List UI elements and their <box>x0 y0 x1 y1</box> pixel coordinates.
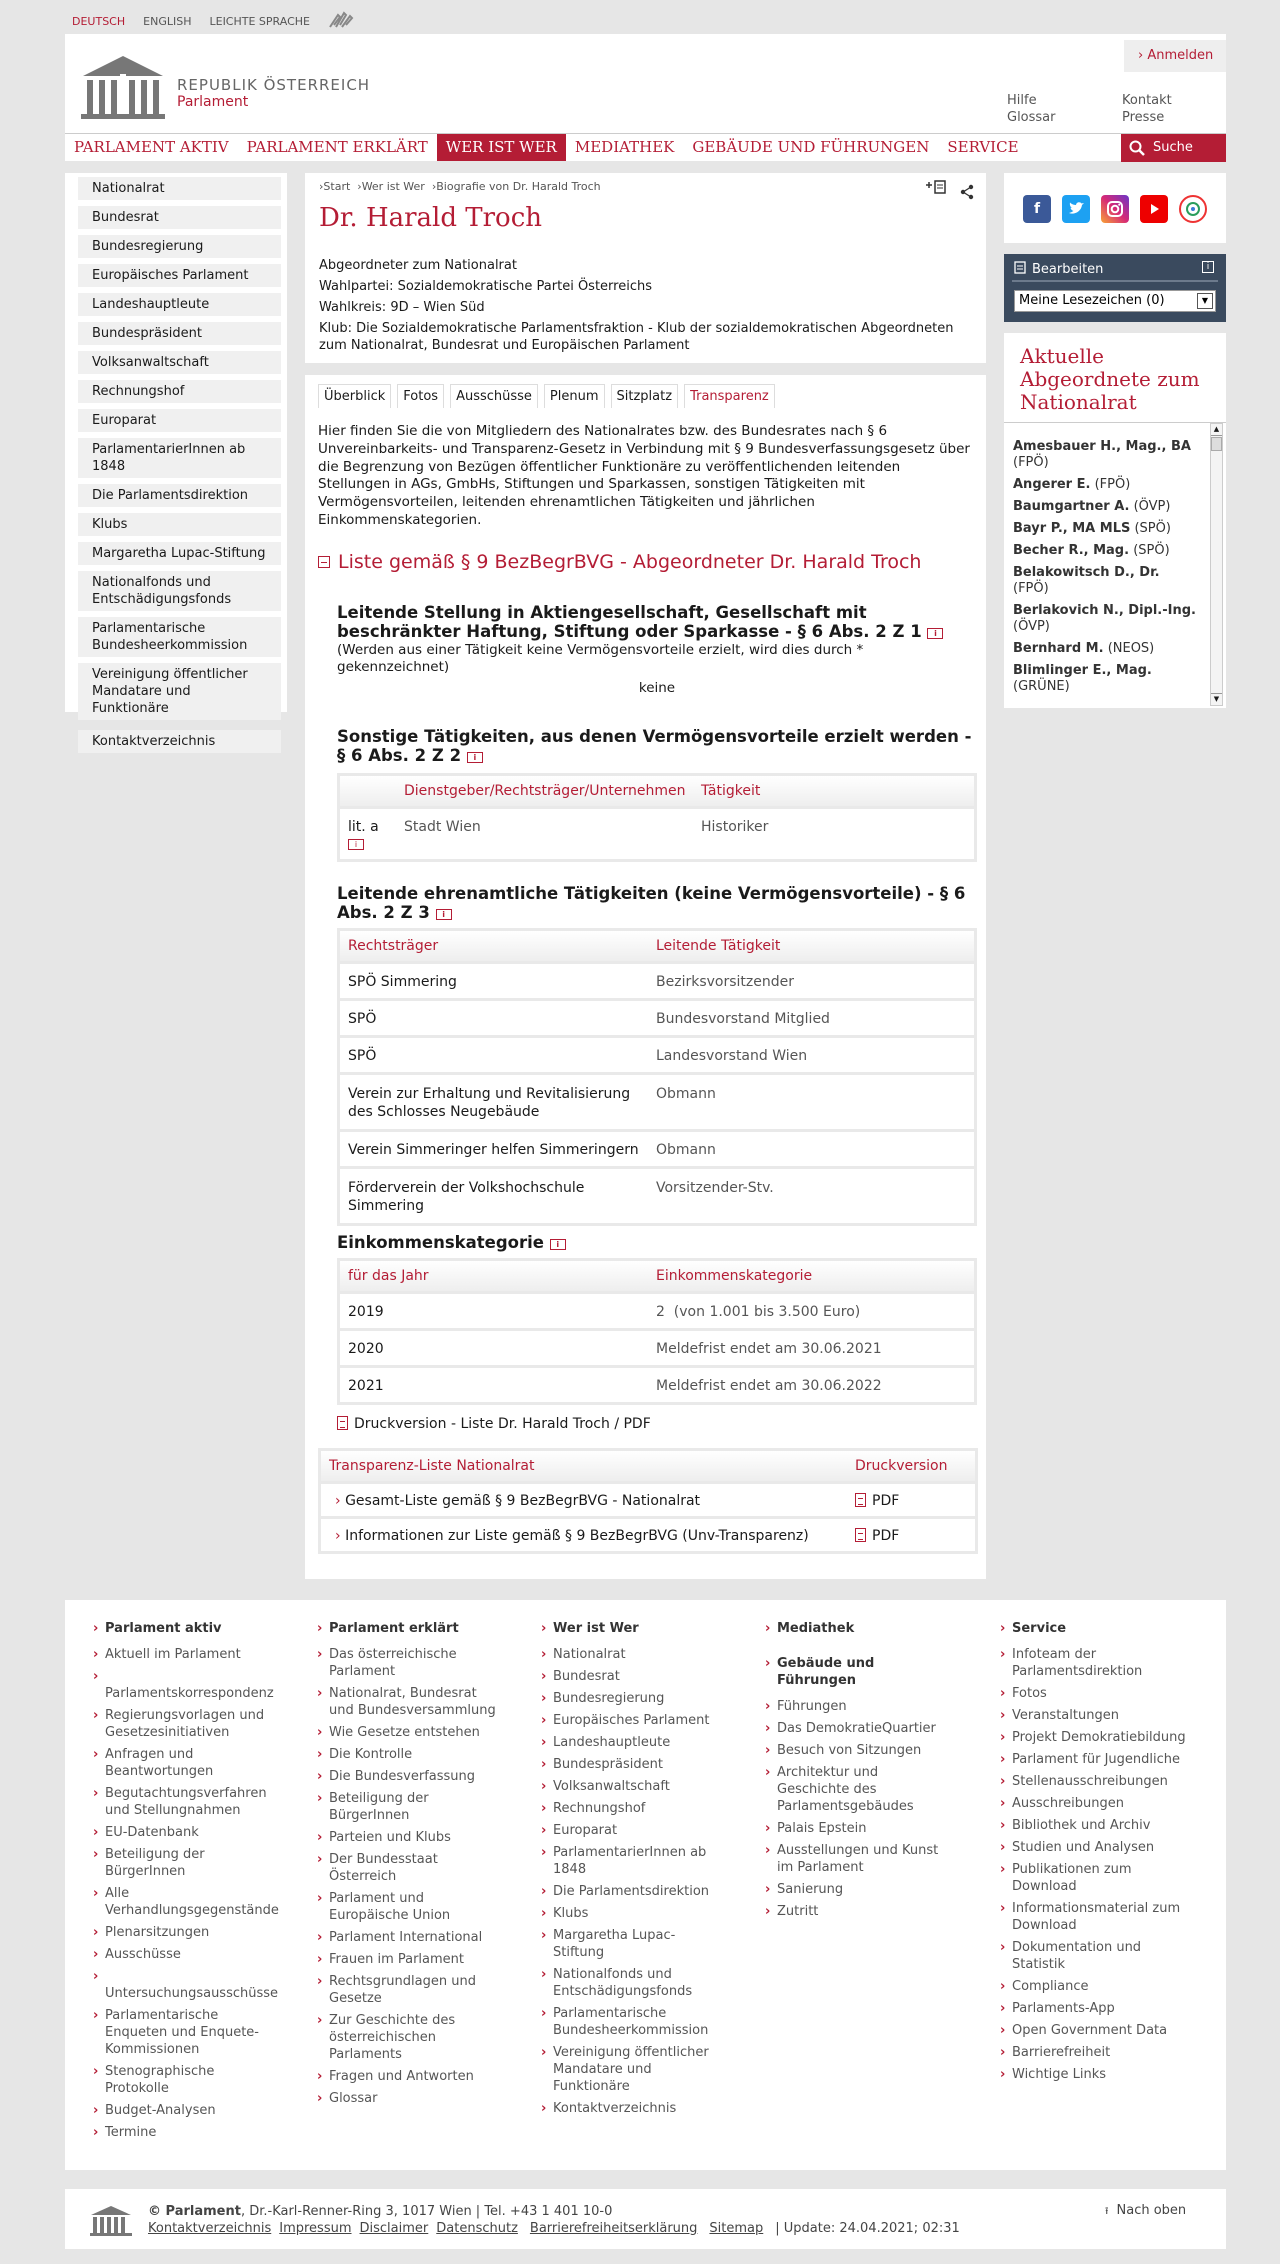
login-button[interactable]: › Anmelden <box>1124 40 1226 72</box>
member-name: Becher R., Mag. <box>1013 543 1130 558</box>
bio-details <box>319 255 969 354</box>
lang-easy[interactable]: LEICHTE SPRACHE <box>209 14 310 28</box>
tab-plenum[interactable]: Plenum <box>544 384 605 408</box>
overall-list-link[interactable]: › Gesamt-Liste gemäß § 9 BezBegrBVG - Nationalrat <box>335 1493 701 1509</box>
section2-title: Sonstige Tätigkeiten, aus denen Vermögensvorteile erzielt werden - § 6 Abs. 2 Z 2 <box>337 727 972 765</box>
podcast-icon[interactable] <box>1179 195 1207 223</box>
section1-none: keine <box>638 680 676 696</box>
sidebar-item-vereinigung[interactable]: Vereinigung öffentlicher Mandatare und Funktionäre <box>78 663 281 720</box>
footer-col-wer-ist-wer <box>541 1620 716 2122</box>
privacy-link[interactable]: Datenschutz <box>436 2221 518 2236</box>
nav-parlament-aktiv[interactable]: PARLAMENT AKTIV <box>74 138 229 156</box>
help-link[interactable]: Hilfe <box>1007 93 1037 108</box>
cell-employer: Stadt Wien <box>404 819 481 835</box>
footer-link[interactable]: › Rechtsgrundlagen und Gesetze <box>317 1973 502 2007</box>
member-party: (NEOS) <box>1107 641 1155 656</box>
sidebar-item-nationalrat[interactable]: Nationalrat <box>78 177 281 200</box>
footer-heading[interactable]: › Wer ist Wer <box>541 1620 716 1637</box>
edit-header <box>1014 260 1103 278</box>
bio-party: Wahlpartei: Sozialdemokratische Partei Österreichs <box>319 279 652 294</box>
footer-link[interactable]: › Klubs <box>541 1905 716 1922</box>
list-item[interactable] <box>1013 641 1198 657</box>
clipboard-icon <box>1014 260 1026 278</box>
footer-link[interactable]: › Parteien und Klubs <box>317 1829 502 1846</box>
youtube-icon[interactable] <box>1140 195 1168 223</box>
footer-heading[interactable]: › Parlament aktiv <box>93 1620 278 1637</box>
back-to-top-link[interactable] <box>1105 2203 1186 2221</box>
footer-heading[interactable]: › Mediathek <box>765 1620 950 1637</box>
update-date: | Update: 24.04.2021; 02:31 <box>775 2221 960 2236</box>
sign-language-icon[interactable] <box>328 11 354 32</box>
table-row <box>340 1072 974 1129</box>
share-icon[interactable] <box>959 184 975 204</box>
sidebar-item-bundesregierung[interactable]: Bundesregierung <box>78 235 281 258</box>
footer-link[interactable]: › Vereinigung öffentlicher Mandatare und Funktionäre <box>541 2044 716 2095</box>
arrow-up-icon: ⭱ <box>1105 2206 1109 2217</box>
cell-income: Meldefrist endet am 30.06.2022 <box>656 1378 882 1394</box>
breadcrumb-current: Biografie von Dr. Harald Troch <box>436 180 601 193</box>
page-title: Dr. Harald Troch <box>319 203 543 233</box>
section1-title: Leitende Stellung in Aktiengesellschaft, Gesellschaft mit beschränkter Haftung, Stiftung oder Sparkasse - § 6 Abs. 2 Z 1 <box>337 603 922 641</box>
contact-directory-link[interactable]: Kontaktverzeichnis <box>148 2221 272 2236</box>
table-row <box>340 1291 974 1328</box>
search-button[interactable] <box>1121 134 1226 162</box>
footer-link[interactable]: › Parlaments-App <box>1000 2000 1190 2017</box>
section-honorary-activities <box>337 884 977 1226</box>
footer-link[interactable]: › Führungen <box>765 1698 950 1715</box>
sidebar-item-rechnungshof[interactable]: Rechnungshof <box>78 380 281 403</box>
list-item[interactable] <box>1013 477 1198 493</box>
member-party: (FPÖ) <box>1013 455 1049 470</box>
footer-link[interactable]: › Das österreichische Parlament <box>317 1646 502 1680</box>
lang-english[interactable]: ENGLISH <box>143 14 192 28</box>
bio-club: Klub: Die Sozialdemokratische Parlamentsfraktion - Klub der sozialdemokratischen Abgeordneten zum Nationalrat, Bundesrat und Europäischen Parlament <box>319 321 954 353</box>
footer-link[interactable]: › Die Kontrolle <box>317 1746 502 1763</box>
sidebar-item-bundespraesident[interactable]: Bundespräsident <box>78 322 281 345</box>
bio-district: Wahlkreis: 9D – Wien Süd <box>319 300 485 315</box>
cell-entity: Förderverein der Volkshochschule Simmering <box>348 1180 585 1214</box>
member-name: Angerer E. <box>1013 477 1091 492</box>
cell-function: Vorsitzender-Stv. <box>656 1180 774 1196</box>
footer-link[interactable]: › Compliance <box>1000 1978 1190 1995</box>
sidebar-item-nationalfonds[interactable]: Nationalfonds und Entschädigungsfonds <box>78 571 281 611</box>
sidebar-item-kontaktverzeichnis[interactable]: Kontaktverzeichnis <box>78 730 281 753</box>
footer-link[interactable]: › Dokumentation und Statistik <box>1000 1939 1190 1973</box>
footer-link[interactable]: › Publikationen zum Download <box>1000 1861 1190 1895</box>
edit-panel <box>1004 254 1226 322</box>
info-list-link[interactable]: › Informationen zur Liste gemäß § 9 BezBegrBVG (Unv-Transparenz) <box>335 1528 809 1544</box>
table-row <box>340 1035 974 1072</box>
biography-panel <box>305 173 986 363</box>
activities-table <box>337 773 977 862</box>
footer-link[interactable]: › Termine <box>93 2124 278 2141</box>
footer-link[interactable]: › Sanierung <box>765 1881 950 1898</box>
disclaimer-link[interactable]: Disclaimer <box>359 2221 429 2236</box>
footer-col-service <box>1000 1620 1190 2088</box>
sidebar-item-europarat[interactable]: Europarat <box>78 409 281 432</box>
footer-link[interactable]: › Anfragen und Beantwortungen <box>93 1746 278 1780</box>
cell-year: 2021 <box>348 1378 384 1394</box>
edit-title: Bearbeiten <box>1032 261 1104 277</box>
social-media-bar <box>1004 173 1226 243</box>
transparency-panel <box>305 375 986 1579</box>
sitemap-link[interactable]: Sitemap <box>709 2221 764 2236</box>
chevron-down-icon: ▼ <box>1197 293 1213 309</box>
info-icon[interactable]: i <box>927 628 943 639</box>
footer-link[interactable]: › Europäisches Parlament <box>541 1712 716 1729</box>
info-icon[interactable]: i <box>550 1239 566 1250</box>
list-title: Liste gemäß § 9 BezBegrBVG - Abgeordneter Dr. Harald Troch <box>338 551 922 573</box>
scrollbar[interactable] <box>1210 423 1223 706</box>
footer-link[interactable]: › Fotos <box>1000 1685 1190 1702</box>
footer-link[interactable]: › Begutachtungsverfahren und Stellungnahmen <box>93 1785 278 1819</box>
footer-link[interactable]: › Die Parlamentsdirektion <box>541 1883 716 1900</box>
tab-fotos[interactable]: Fotos <box>397 384 444 408</box>
footer-link[interactable] <box>93 1668 278 1702</box>
table-row <box>340 998 974 1035</box>
cell-function: Bezirksvorsitzender <box>656 974 794 990</box>
breadcrumb-wer-ist-wer[interactable]: Wer ist Wer <box>361 180 425 193</box>
print-version-link[interactable] <box>337 1416 651 1432</box>
imprint-link[interactable]: Impressum <box>279 2221 352 2236</box>
footer-link[interactable]: › Palais Epstein <box>765 1820 950 1837</box>
table-row <box>340 1365 974 1402</box>
footer-link[interactable]: › Beteiligung der BürgerInnen <box>93 1846 278 1880</box>
footer-col-mediathek <box>765 1620 950 1925</box>
parliament-small-logo <box>89 2205 133 2241</box>
info-icon[interactable]: i <box>1202 261 1214 273</box>
info-icon[interactable]: i <box>467 752 483 763</box>
col-legal-entity: Rechtsträger <box>348 938 439 954</box>
footer-link[interactable]: › Informationsmaterial zum Download <box>1000 1900 1190 1934</box>
sidebar-item-eu-parlament[interactable]: Europäisches Parlament <box>78 264 281 287</box>
footer-link[interactable]: › Architektur und Geschichte des Parlamentsgebäudes <box>765 1764 950 1815</box>
footer-link[interactable]: › Regierungsvorlagen und Gesetzesinitiativen <box>93 1707 278 1741</box>
login-label: Anmelden <box>1147 48 1214 63</box>
footer-link[interactable]: › Der Bundesstaat Österreich <box>317 1851 502 1885</box>
bottom-info <box>148 2203 960 2237</box>
footer-link[interactable]: › Die Bundesverfassung <box>317 1768 502 1785</box>
bottom-bar <box>65 2189 1226 2249</box>
table-row <box>340 1129 974 1166</box>
section-income-category <box>337 1233 977 1405</box>
press-link[interactable]: Presse <box>1122 110 1165 125</box>
list-item[interactable] <box>1013 543 1198 559</box>
table-row <box>321 1516 975 1551</box>
honorary-table <box>337 928 977 1226</box>
nav-mediathek[interactable]: MEDIATHEK <box>574 138 675 156</box>
transparency-list-table <box>318 1448 978 1554</box>
footer-link[interactable]: › Stellenausschreibungen <box>1000 1773 1190 1790</box>
member-name: Bayr P., MA MLS <box>1013 521 1131 536</box>
section-other-activities <box>337 727 977 862</box>
current-members-title: Aktuelle Abgeordnete zum Nationalrat <box>1020 344 1200 414</box>
pdf-label: PDF <box>872 1528 900 1544</box>
member-party: (ÖVP) <box>1013 619 1050 634</box>
accessibility-link[interactable]: Barrierefreiheitserklärung <box>529 2221 698 2236</box>
list-item[interactable] <box>1013 439 1198 471</box>
cell-income: Meldefrist endet am 30.06.2021 <box>656 1341 882 1357</box>
footer-link[interactable]: › Rechnungshof <box>541 1800 716 1817</box>
sidebar-item-bundesrat[interactable]: Bundesrat <box>78 206 281 229</box>
col-employer: Dienstgeber/Rechtsträger/Unternehmen <box>404 783 686 799</box>
footer-link[interactable]: › Beteiligung der BürgerInnen <box>317 1790 502 1824</box>
list-item[interactable] <box>1013 603 1198 635</box>
cell-entity: SPÖ <box>348 1048 377 1064</box>
breadcrumb-start[interactable]: Start <box>323 180 351 193</box>
collapse-icon <box>318 556 330 568</box>
footer-link[interactable]: › Bundesregierung <box>541 1690 716 1707</box>
footer-link[interactable]: › Infoteam der Parlamentsdirektion <box>1000 1646 1190 1680</box>
footer-link[interactable]: › Kontaktverzeichnis <box>541 2100 716 2117</box>
cell-activity: Historiker <box>701 819 769 835</box>
footer-link[interactable]: › ParlamentarierInnen ab 1848 <box>541 1844 716 1878</box>
nav-gebaeude[interactable]: GEBÄUDE UND FÜHRUNGEN <box>692 138 930 156</box>
parliament-building-icon <box>79 54 167 120</box>
income-table <box>337 1258 977 1405</box>
header-links-contact <box>1122 92 1172 126</box>
overall-list-pdf[interactable] <box>855 1493 899 1509</box>
member-party: (ÖVP) <box>1133 499 1171 514</box>
footer-link[interactable]: › Margaretha Lupac-Stiftung <box>541 1927 716 1961</box>
address: , Dr.-Karl-Renner-Ring 3, 1017 Wien | Tel. +43 1 401 10-0 <box>240 2204 613 2219</box>
cell-function: Landesvorstand Wien <box>656 1048 808 1064</box>
footer-link[interactable]: › Volksanwaltschaft <box>541 1778 716 1795</box>
col-list: Transparenz-Liste Nationalrat <box>329 1458 535 1474</box>
nav-wer-ist-wer[interactable]: WER IST WER <box>437 134 566 161</box>
pdf-icon <box>855 1493 866 1507</box>
contact-link[interactable]: Kontakt <box>1122 93 1172 108</box>
bookmarks-select[interactable] <box>1014 290 1216 312</box>
tab-sitzplatz[interactable]: Sitzplatz <box>611 384 679 408</box>
print-link-label: Druckversion - Liste Dr. Harald Troch / PDF <box>354 1416 651 1432</box>
cell-function: Obmann <box>656 1086 716 1102</box>
footer-link[interactable]: › Frauen im Parlament <box>317 1951 502 1968</box>
sidebar-item-volksanwaltschaft[interactable]: Volksanwaltschaft <box>78 351 281 374</box>
scroll-up-arrow[interactable]: ▲ <box>1211 424 1222 436</box>
section4-title: Einkommenskategorie <box>337 1233 544 1252</box>
bio-role: Abgeordneter zum Nationalrat <box>319 258 517 273</box>
search-icon <box>1129 140 1145 156</box>
footer-link[interactable]: › Bundespräsident <box>541 1756 716 1773</box>
cell-year: 2020 <box>348 1341 384 1357</box>
bookmark-add-icon[interactable] <box>925 179 947 199</box>
footer-link[interactable]: › Ausschreibungen <box>1000 1795 1190 1812</box>
cell-function: Bundesvorstand Mitglied <box>656 1011 830 1027</box>
table-row <box>321 1481 975 1516</box>
twitter-icon[interactable] <box>1062 195 1090 223</box>
member-party: (GRÜNE) <box>1013 679 1070 694</box>
current-members-panel <box>1004 333 1226 708</box>
footer-link[interactable]: › Landeshauptleute <box>541 1734 716 1751</box>
footer-link[interactable] <box>93 1968 278 2002</box>
col-year: für das Jahr <box>348 1268 429 1284</box>
footer-link[interactable]: › Stenographische Protokolle <box>93 2063 278 2097</box>
footer-link[interactable]: › Parlament für Jugendliche <box>1000 1751 1190 1768</box>
main-nav <box>65 133 1226 161</box>
list-item[interactable] <box>1013 663 1198 695</box>
intro-text: Hier finden Sie die von Mitgliedern des Nationalrates bzw. des Bundesrates nach § 6 Unvereinbarkeits- und Transparenz-Gesetz in Verbindung mit § 9 Bundesverfassungsgesetz über die Begrenzung von Bezügen öffentlicher Funktionäre zu veröffentlichenden leitenden Stellungen in AGs, GmbHs, Stiftungen und Sparkassen, sonstigen Tätigkeiten mit Vermögensvorteilen, leitenden ehrenamtlichen Tätigkeiten und jährlichen Einkommenskategorien. <box>318 423 970 528</box>
pdf-icon <box>855 1528 866 1542</box>
nav-service[interactable]: SERVICE <box>947 138 1019 156</box>
member-party: (SPÖ) <box>1134 521 1171 536</box>
footer-link[interactable]: › Aktuell im Parlament <box>93 1646 278 1663</box>
footer-link[interactable]: › Nationalrat, Bundesrat und Bundesversammlung <box>317 1685 502 1719</box>
tab-ueberblick[interactable]: Überblick <box>318 384 391 408</box>
glossary-link[interactable]: Glossar <box>1007 110 1056 125</box>
cell-entity: Verein Simmeringer helfen Simmeringern <box>348 1142 639 1158</box>
footer-col-parlament-aktiv <box>93 1620 278 2146</box>
list-item[interactable] <box>1013 565 1198 597</box>
footer-heading[interactable]: › Gebäude und Führungen <box>765 1655 950 1689</box>
footer-heading[interactable]: › Parlament erklärt <box>317 1620 502 1637</box>
cell-income: 2 (von 1.001 bis 3.500 Euro) <box>656 1304 861 1320</box>
footer-link[interactable]: › Parlamentarische Enqueten und Enquete-Kommissionen <box>93 2007 278 2058</box>
info-list-label: Informationen zur Liste gemäß § 9 BezBegrBVG (Unv-Transparenz) <box>345 1528 809 1544</box>
nav-parlament-erklaert[interactable]: PARLAMENT ERKLÄRT <box>246 138 428 156</box>
sidebar-item-bundesheerkommission[interactable]: Parlamentarische Bundesheerkommission <box>78 617 281 657</box>
language-bar <box>72 14 354 28</box>
cell-function: Obmann <box>656 1142 716 1158</box>
info-list-pdf[interactable] <box>855 1528 899 1544</box>
footer-link[interactable]: › Nationalrat <box>541 1646 716 1663</box>
section3-title: Leitende ehrenamtliche Tätigkeiten (keine Vermögensvorteile) - § 6 Abs. 2 Z 3 <box>337 884 966 922</box>
list-item[interactable] <box>1013 499 1198 515</box>
sidebar-item-klubs[interactable]: Klubs <box>78 513 281 536</box>
footer-link[interactable]: › Open Government Data <box>1000 2022 1190 2039</box>
cell-entity: Verein zur Erhaltung und Revitalisierung des Schlosses Neugebäude <box>348 1086 631 1120</box>
footer-link[interactable]: › Veranstaltungen <box>1000 1707 1190 1724</box>
overall-list-label: Gesamt-Liste gemäß § 9 BezBegrBVG - Nationalrat <box>345 1493 701 1509</box>
footer-link-label: Untersuchungsausschüsse <box>105 1986 279 2001</box>
cell-year: 2019 <box>348 1304 384 1320</box>
bookmarks-select-value: Meine Lesezeichen (0) <box>1019 293 1165 308</box>
footer-link[interactable]: › Parlamentarische Bundesheerkommission <box>541 2005 716 2039</box>
member-name: Berlakovich N., Dipl.-Ing. <box>1013 603 1196 618</box>
site-header <box>65 34 1226 134</box>
site-footer <box>65 1600 1226 2170</box>
lang-deutsch[interactable]: DEUTSCH <box>72 14 126 28</box>
footer-link[interactable]: › Zutritt <box>765 1903 950 1920</box>
footer-link[interactable]: › EU-Datenbank <box>93 1824 278 1841</box>
col-leading-activity: Leitende Tätigkeit <box>656 938 781 954</box>
footer-link[interactable]: › Alle Verhandlungsgegenstände <box>93 1885 278 1919</box>
pdf-icon <box>337 1416 348 1430</box>
sidebar-item-parlamentarierinnen[interactable]: ParlamentarierInnen ab 1848 <box>78 438 281 478</box>
members-list <box>1013 439 1198 703</box>
col-print: Druckversion <box>855 1458 948 1474</box>
tab-ausschuesse[interactable]: Ausschüsse <box>450 384 538 408</box>
footer-link[interactable]: › Ausschüsse <box>93 1946 278 1963</box>
scroll-thumb[interactable] <box>1211 437 1222 451</box>
tab-bar <box>318 384 775 408</box>
tab-transparenz[interactable]: Transparenz <box>684 384 775 408</box>
footer-link[interactable]: › Bundesrat <box>541 1668 716 1685</box>
footer-link[interactable]: › Ausstellungen und Kunst im Parlament <box>765 1842 950 1876</box>
footer-link[interactable]: › Das DemokratieQuartier <box>765 1720 950 1737</box>
footer-link[interactable]: › Budget-Analysen <box>93 2102 278 2119</box>
table-row <box>340 1166 974 1223</box>
sidebar-item-lupac-stiftung[interactable]: Margaretha Lupac-Stiftung <box>78 542 281 565</box>
member-name: Belakowitsch D., Dr. <box>1013 565 1160 580</box>
member-name: Bernhard M. <box>1013 641 1104 656</box>
sidebar-item-parlamentsdirektion[interactable]: Die Parlamentsdirektion <box>78 484 281 507</box>
footer-link[interactable]: › Barrierefreiheit <box>1000 2044 1190 2061</box>
cell-entity: SPÖ Simmering <box>348 974 457 990</box>
member-name: Blimlinger E., Mag. <box>1013 663 1152 678</box>
footer-link[interactable]: › Parlament International <box>317 1929 502 1946</box>
instagram-icon[interactable] <box>1101 195 1129 223</box>
info-icon[interactable]: i <box>436 909 452 920</box>
sidebar <box>65 173 287 749</box>
member-party: (SPÖ) <box>1133 543 1170 558</box>
footer-col-parlament-erklaert <box>317 1620 502 2112</box>
footer-link[interactable]: › Europarat <box>541 1822 716 1839</box>
member-party: (FPÖ) <box>1094 477 1131 492</box>
footer-link[interactable]: › Studien und Analysen <box>1000 1839 1190 1856</box>
footer-link[interactable]: › Bibliothek und Archiv <box>1000 1817 1190 1834</box>
footer-link[interactable]: › Fragen und Antworten <box>317 2068 502 2085</box>
footer-link[interactable]: › Plenarsitzungen <box>93 1924 278 1941</box>
table-row <box>340 806 974 859</box>
search-label: Suche <box>1153 140 1193 155</box>
copyright: © Parlament <box>148 2204 241 2219</box>
footer-link[interactable]: › Parlament und Europäische Union <box>317 1890 502 1924</box>
member-name: Baumgartner A. <box>1013 499 1130 514</box>
facebook-icon[interactable]: f <box>1023 195 1051 223</box>
member-party: (FPÖ) <box>1013 581 1049 596</box>
footer-link[interactable]: › Wichtige Links <box>1000 2066 1190 2083</box>
footer-heading[interactable]: › Service <box>1000 1620 1190 1637</box>
breadcrumb: ›Start ›Wer ist Wer ›Biografie von Dr. Harald Troch <box>319 180 601 193</box>
parliament-logo[interactable] <box>79 54 370 120</box>
logo-title: REPUBLIK ÖSTERREICH <box>177 76 371 94</box>
member-name: Amesbauer H., Mag., BA <box>1013 439 1191 454</box>
footer-link[interactable]: › Glossar <box>317 2090 502 2107</box>
section1-note: (Werden aus einer Tätigkeit keine Vermögensvorteile erzielt, wird dies durch * gekennzeichnet) <box>337 642 864 675</box>
footer-link[interactable]: › Zur Geschichte des österreichischen Parlaments <box>317 2012 502 2063</box>
list-toggle[interactable] <box>318 551 921 573</box>
footer-link[interactable]: › Besuch von Sitzungen <box>765 1742 950 1759</box>
logo-subtitle: Parlament <box>177 94 249 110</box>
scroll-down-arrow[interactable]: ▼ <box>1211 693 1222 705</box>
pdf-label: PDF <box>872 1493 900 1509</box>
col-activity: Tätigkeit <box>701 783 761 799</box>
back-to-top-label: Nach oben <box>1116 2203 1187 2218</box>
lit-label: lit. a <box>348 819 379 835</box>
footer-link[interactable]: › Wie Gesetze entstehen <box>317 1724 502 1741</box>
table-row <box>340 1328 974 1365</box>
list-item[interactable] <box>1013 521 1198 537</box>
info-icon[interactable]: i <box>348 839 364 850</box>
table-row <box>340 961 974 998</box>
section-leading-positions <box>337 603 977 696</box>
sidebar-item-landeshauptleute[interactable]: Landeshauptleute <box>78 293 281 316</box>
header-links-help <box>1007 92 1056 126</box>
col-income: Einkommenskategorie <box>656 1268 813 1284</box>
footer-link[interactable]: › Nationalfonds und Entschädigungsfonds <box>541 1966 716 2000</box>
footer-link[interactable]: › Projekt Demokratiebildung <box>1000 1729 1190 1746</box>
footer-link-label: Parlamentskorrespondenz <box>105 1686 274 1701</box>
cell-entity: SPÖ <box>348 1011 377 1027</box>
